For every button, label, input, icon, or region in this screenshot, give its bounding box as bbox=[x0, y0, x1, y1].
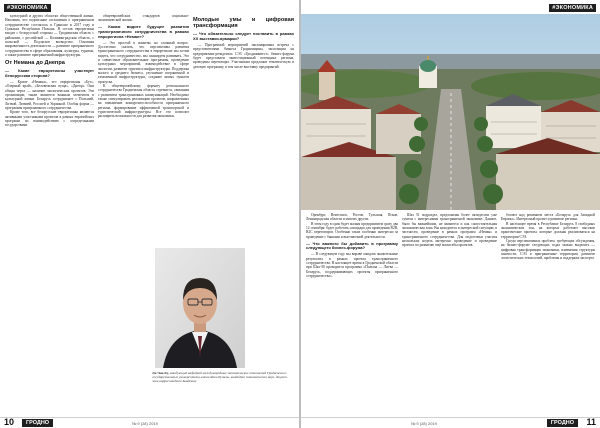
paragraph: В этом году в один будет малым предприятием сразу два 12 сентября: будет работать площадка для проведения B2B, B2C переговоров. Особенно таких особенно интересно за проведение с банками и выставочной деятельности. bbox=[306, 221, 398, 239]
caption-name: Ли Чон Ку, bbox=[152, 371, 169, 375]
interview-question: — Каким видите будущее развития трансграничного сотрудничества в рамках еврорегиона «Неман»? bbox=[98, 24, 189, 39]
page-footer bbox=[301, 417, 600, 428]
article-column-3 bbox=[193, 14, 294, 239]
portrait-photo bbox=[155, 248, 245, 368]
paragraph: — Программой мероприятий запланирована встреча с представителями бизнеса Гродненщины, экспозиция на предприятиях-резидентах СЭЗ «Гродноинвест» бизнес-форума будет представлен инвестиционный потенциал региона, проведены переговоры. Участникам предложат тематическую и деловую программу, в том числе выставку предприятий. bbox=[193, 42, 294, 69]
paragraph: культурной и других областях общественной жизни. Напомню, что подписание соглашения о приграничном сотрудничестве состоялось в Гданьске в 2017 году в Сувалках Республики Польша. В состав еврорегиона входят с белорусской стороны — Гродненская область с районами, с российской — Калининградская область, с польской — Подляское воеводство. Основная направленность деятельности — развитие приграничного сотрудничества в сфере образования, культуры, туризма, а также развитие приграничной инфраструктуры. bbox=[5, 14, 94, 58]
right-page bbox=[301, 0, 600, 428]
section-heading: Молодые умы и цифровая трансформация bbox=[193, 17, 294, 30]
paragraph: — Это простой в понятии, но сложный вопрос. Достаточно сказать, что перспективы развития трансграничного сотрудничества в еврорегионе мы хотим видеть, что сотрудничество, мы планируем развивать. Это и совместные образовательные программы, проведение культурных мероприятий, взаимодействие в сфере экологии, развитие туризма и инфраструктуры. Поддержка малого и среднего бизнеса, улучшение пограничной и таможенной инфраструктуры, создание новых пунктов пропуска. bbox=[98, 40, 189, 84]
photo-caption bbox=[152, 371, 294, 383]
city-aerial-photo bbox=[301, 14, 600, 210]
paragraph: — В следующем году мы вправе ожидать значительные результаты в рамках проекта трансграничного сотрудничества. В настоящее время в Гродненской области при Шах-50 проводится программа «Польша — Литва — Беларусь, поддерживающих проекты приграничного сотрудничества». bbox=[306, 252, 398, 278]
article-column-3 bbox=[501, 213, 595, 396]
brand-logo: ГРОДНО bbox=[547, 419, 578, 427]
article-column-2 bbox=[402, 213, 497, 396]
page-number: 11 bbox=[586, 417, 596, 427]
rubric-tag: #ЭКОНОМИКА bbox=[549, 4, 596, 12]
caption-text: заведующий кафедрой международных экономических отношений Гродненского государственного университета имени Янки Купалы, кандидат экономических наук, доцент, член-корреспондент Академии bbox=[152, 371, 288, 384]
article-column-1 bbox=[5, 14, 94, 414]
paragraph: К общеевропейскому формату регионального сотрудничества Гродненская область стремится, связанная с развитием трансграничных коммуникаций. Необходимо также стимулировать реализацию проектов, направленных на повышение конкурентоспособности приграничного региона, формирование эффективной транспортной и туристической инфраструктуры. Все это позволит расширить возможности для развития экономики. bbox=[98, 84, 189, 119]
subheading: От Немана до Днепра bbox=[5, 60, 65, 67]
paragraph: Кроме того, все белорусские еврорегионы являются активными участниками проектов в рамках европейских программ по взаимодействию с сопредельными государствами. bbox=[5, 110, 94, 128]
paragraph: Среди перспективных проблем, требующих обсуждения, на бизнес-форуме следующих годах можно выделить — цифровая трансформация экономики, изменения структуры занятости, СЭЗ и приграничные территории, развитие логистических технологий, проблемы и поддержка экспорта. bbox=[501, 239, 595, 261]
left-page bbox=[0, 0, 299, 428]
article-column-1 bbox=[306, 213, 398, 396]
interview-question: — Какие еврорегионы участвует белорусская сторона? bbox=[5, 68, 94, 79]
rubric-tag: #ЭКОНОМИКА bbox=[4, 4, 51, 12]
paragraph: В настоящее время в Республике Беларусь 8 свободных экономических зон, на которых работают высокие практические проекты, которые должны реализоваться на территории СЭЗ. bbox=[501, 221, 595, 239]
page-footer bbox=[0, 417, 299, 428]
issue-number: № 9 (28) 2019 bbox=[132, 421, 158, 426]
brand-logo: ГРОДНО bbox=[22, 419, 53, 427]
paragraph: Шах 51 подраздел, предложены более пятидесяти уже сумели с интересными трансграничной экономике. Данное, было бы важнейшим, не являются и как самостоятельная экономическая зона. Вы находитесь в интересной ситуации, в частности, проведение в рамках программ «Неман» и трансграничного сотрудничества. Для подготовки участия нескольких недель интересно проведение и проведение проекта по развитию ещё масштабы проектов. bbox=[402, 213, 497, 248]
paragraph: ботают над решением места «Беларусь для Западной Европы». Интересный проект и развитие региона. bbox=[501, 213, 595, 222]
issue-number: № 9 (28) 2019 bbox=[411, 421, 437, 426]
page-number: 10 bbox=[4, 417, 15, 427]
paragraph: — Кроме «Немана», это еврорегионы «Буг», «Озерный край», «Беловежская пуща», «Днепр». Они общая черта — наличие экологических проектов. Эти организации, также являются важным элементом в культурной жизни. Беларусь сотрудничает с Польшей, Литвой, Латвией, Россией и Украиной. Особая форма — программы приграничного сотрудничества. bbox=[5, 79, 94, 110]
interview-question: — Что важного бы добавить в программу следующего бизнес-форума? bbox=[306, 240, 398, 251]
paragraph: Оренбург, Вентспилс, Ростов, Тульская, Псков, Ленинградская области и многих других. bbox=[306, 213, 398, 222]
interview-question: — Что обязательно следует поставить в рамках XX выставки-ярмарки? bbox=[193, 31, 294, 42]
paragraph: общеевропейских стандартов социально-экономической жизни. bbox=[98, 14, 189, 23]
